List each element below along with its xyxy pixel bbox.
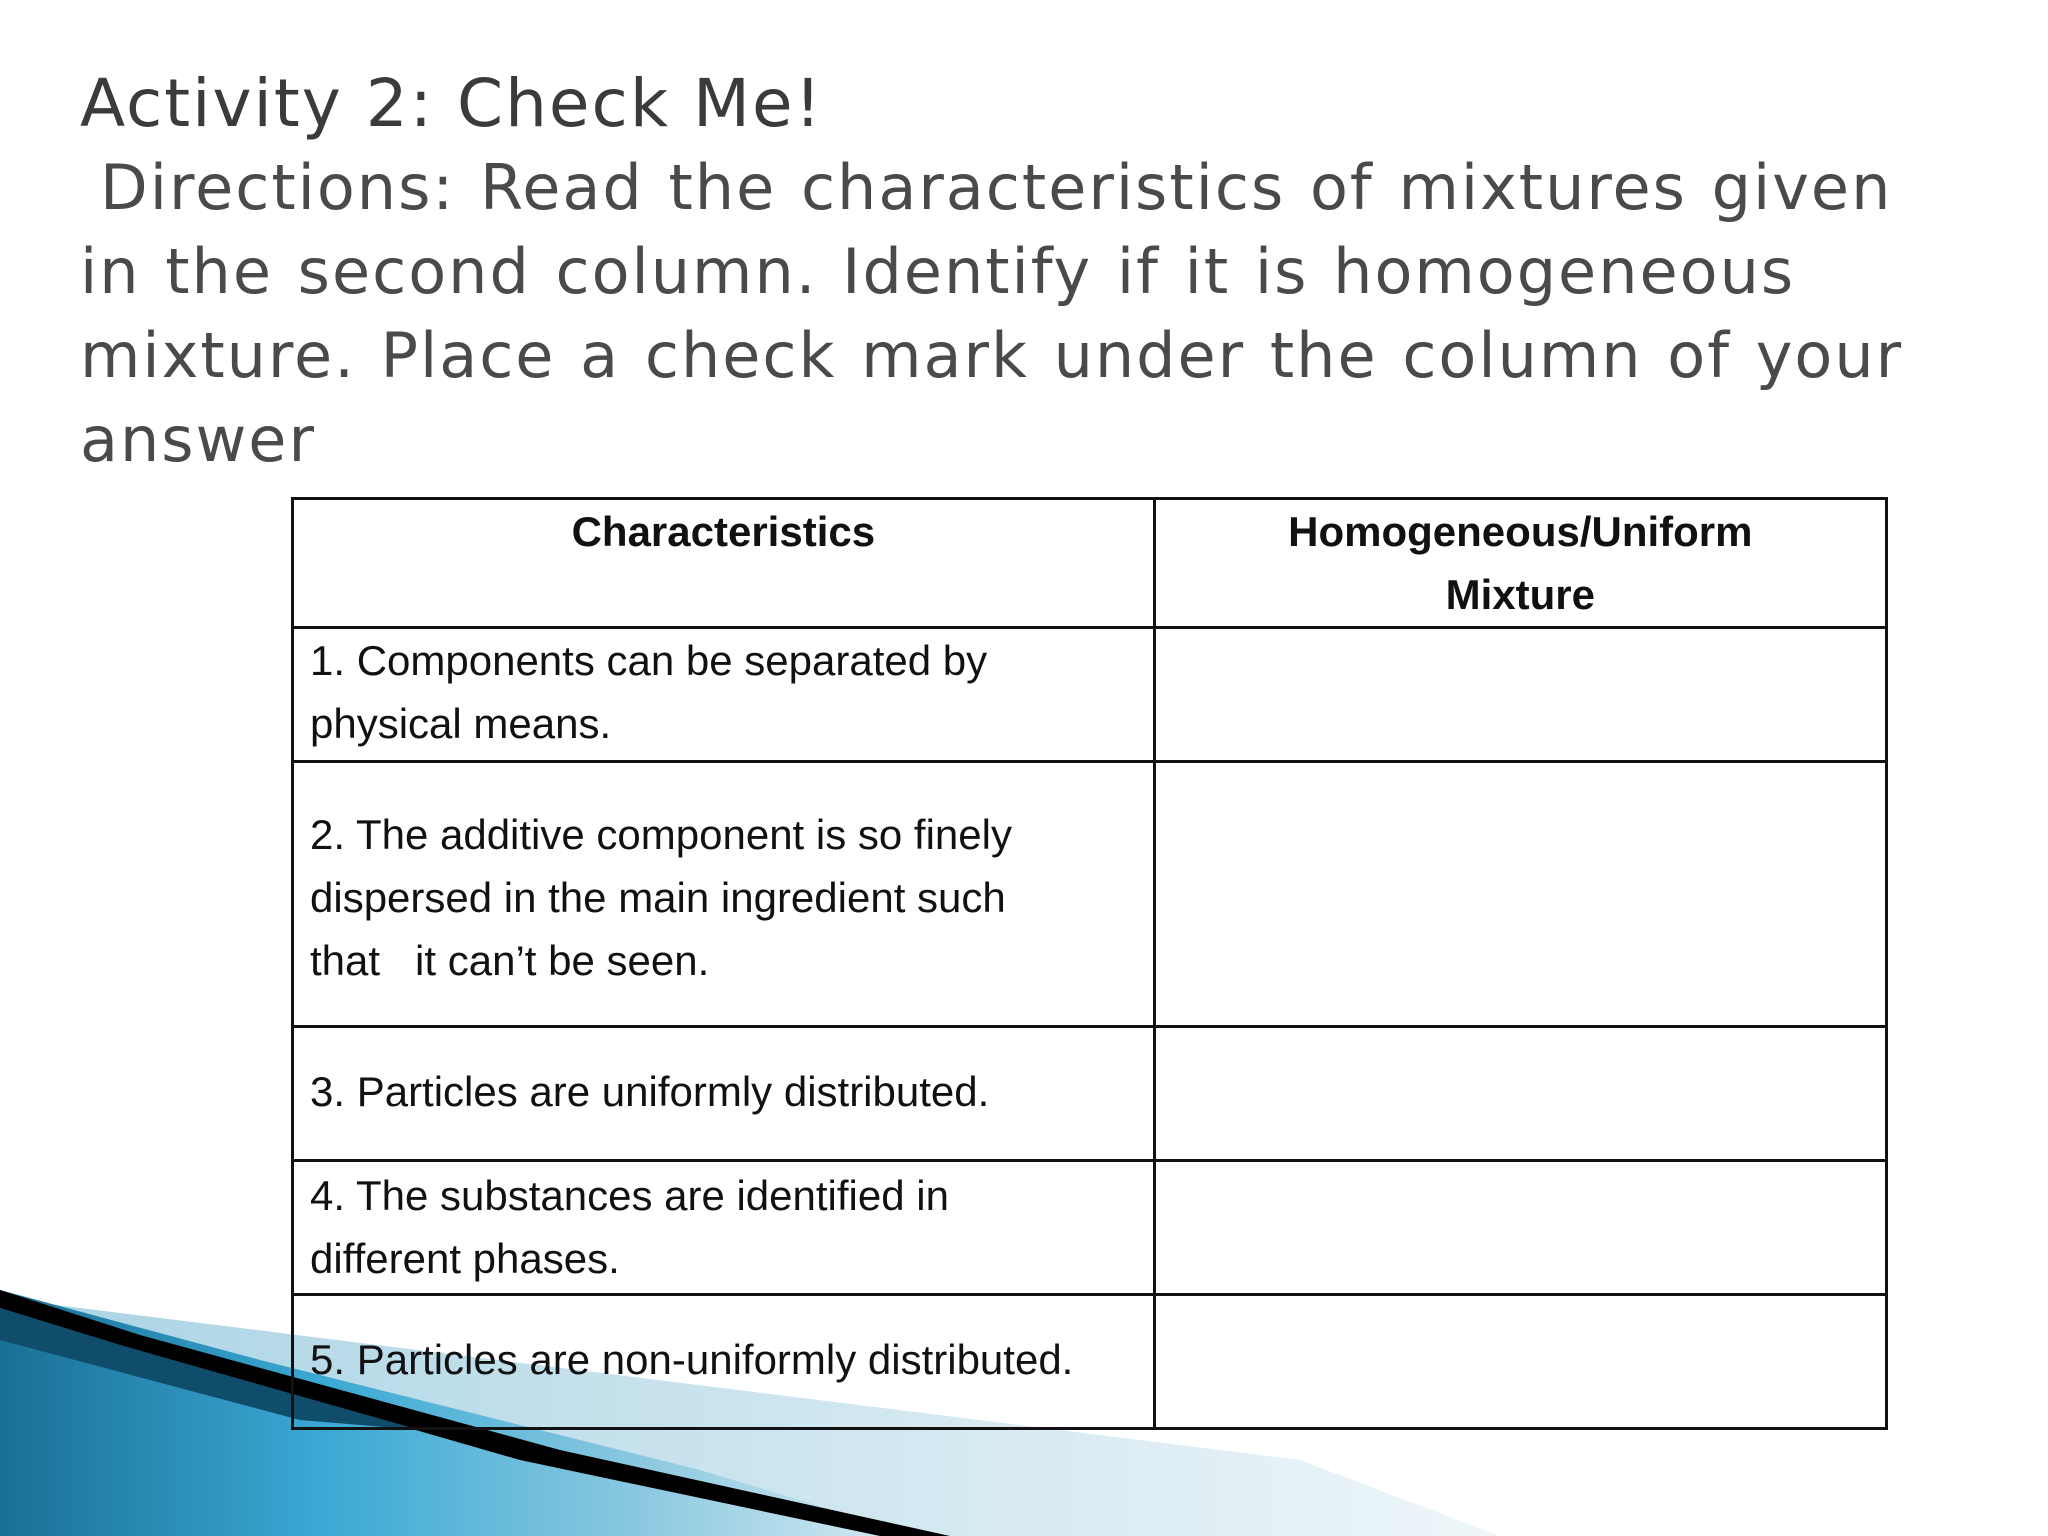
table-header-row: [293, 499, 1887, 628]
characteristic-line: 2. The additive component is so finely: [310, 811, 1012, 858]
header-line: Mixture: [1445, 571, 1595, 618]
table-row: [293, 628, 1887, 762]
characteristic-cell: [293, 628, 1155, 762]
characteristic-line: physical means.: [310, 700, 612, 747]
characteristic-cell: [293, 762, 1155, 1027]
characteristic-line: 1. Components can be separated by: [310, 637, 988, 684]
characteristic-line: 3. Particles are uniformly distributed.: [310, 1068, 990, 1115]
characteristic-cell: [293, 1027, 1155, 1161]
header-characteristics: Characteristics: [293, 499, 1155, 628]
characteristic-line: different phases.: [310, 1235, 620, 1282]
answer-cell[interactable]: [1154, 1295, 1886, 1429]
directions-line: Directions: Read the characteristics of mixtures given: [100, 151, 1893, 224]
directions-line: in the second column. Identify if it is homogeneous: [80, 235, 1796, 308]
answer-cell[interactable]: [1154, 1161, 1886, 1295]
table-row: [293, 1027, 1887, 1161]
header-homogeneous-mixture: [1154, 499, 1886, 628]
title-block: [80, 62, 1960, 482]
table-row: [293, 762, 1887, 1027]
directions-text: [80, 146, 1960, 482]
characteristic-cell: [293, 1295, 1155, 1429]
table-row: [293, 1295, 1887, 1429]
characteristic-line: 4. The substances are identified in: [310, 1172, 949, 1219]
characteristic-line: that it can’t be seen.: [310, 937, 710, 984]
characteristic-cell: [293, 1161, 1155, 1295]
answer-cell[interactable]: [1154, 1027, 1886, 1161]
activity-table: [291, 497, 1888, 1430]
characteristic-line: 5. Particles are non-uniformly distributed.: [310, 1336, 1074, 1383]
answer-cell[interactable]: [1154, 762, 1886, 1027]
slide-title: Activity 2: Check Me!: [80, 65, 824, 142]
answer-cell[interactable]: [1154, 628, 1886, 762]
header-line: Homogeneous/Uniform: [1288, 508, 1753, 555]
directions-line: answer: [80, 403, 316, 476]
directions-line: mixture. Place a check mark under the column of your: [80, 319, 1904, 392]
table-row: [293, 1161, 1887, 1295]
characteristic-line: dispersed in the main ingredient such: [310, 874, 1006, 921]
